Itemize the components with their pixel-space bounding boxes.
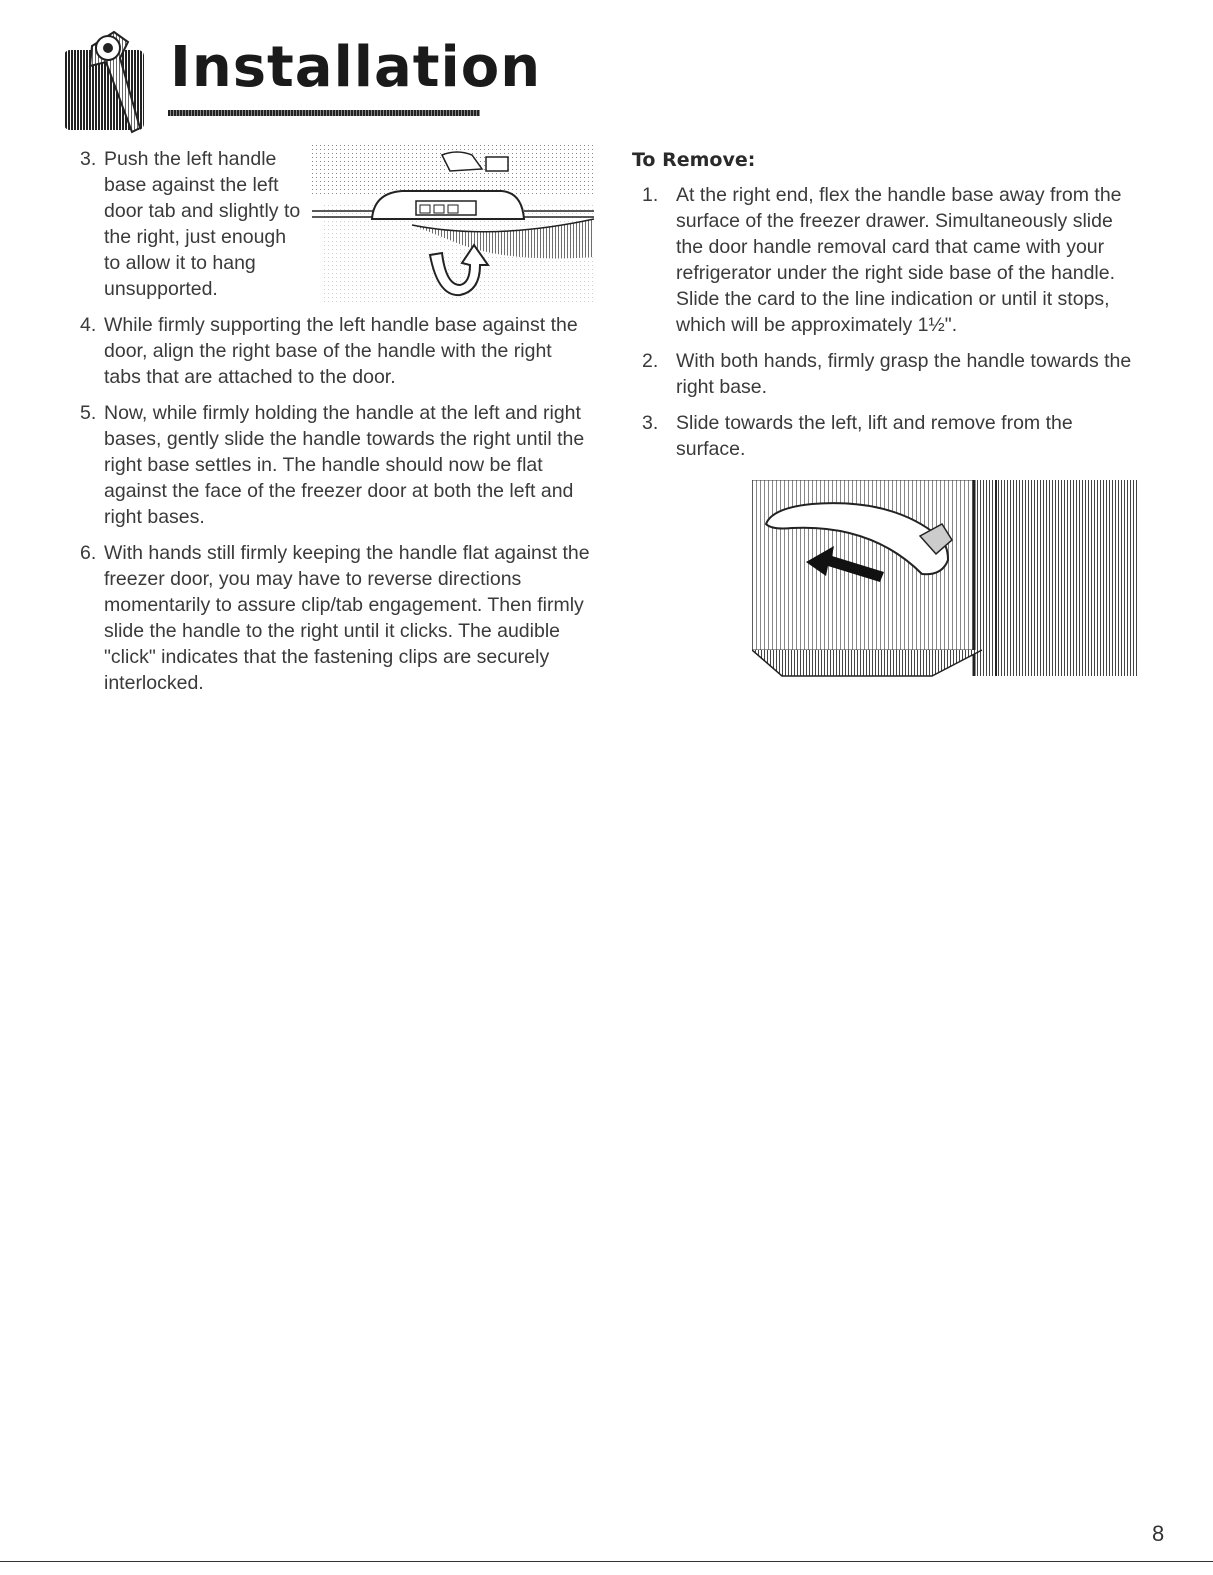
wrench-icon	[62, 28, 162, 136]
step-number: 3.	[80, 148, 97, 170]
step-text: With both hands, firmly grasp the handle towards the right base.	[676, 350, 1132, 398]
section-heading: To Remove:	[632, 149, 756, 171]
step-text: Now, while firmly holding the handle at the left and right bases, gently slide the handle towards the right until the right base settles in. The handle should now be flat against the face of the freezer door at both the left and right bases.	[104, 402, 585, 528]
page-number: 8	[1152, 1521, 1165, 1546]
list-item	[642, 348, 1132, 400]
handle-remove-illustration	[752, 480, 1138, 680]
step-text: With hands still firmly keeping the handle flat against the freezer door, you may have to reverse directions momentarily to assure clip/tab engagement. Then firmly slide the handle to the right until it clicks. The audible "click" indicates that the fastening clips are securely interlocked.	[104, 542, 590, 694]
section-header	[62, 28, 542, 136]
step-text: Slide towards the left, lift and remove from the surface.	[676, 412, 1073, 460]
list-item	[642, 182, 1132, 338]
step-text: At the right end, flex the handle base away from the surface of the freezer drawer. Simultaneously slide the door handle removal card that came with your refrigerator under the right side base of the handle. Slide the card to the line indication or until it stops, which will be approximately 1½".	[676, 184, 1122, 336]
list-item	[642, 410, 1132, 462]
title-underline	[168, 110, 480, 116]
step-number: 1.	[642, 184, 659, 206]
list-item	[80, 400, 590, 530]
remove-section	[632, 146, 1132, 472]
step-text: Push the left handle base against the left door tab and slightly to the right, just enough to allow it to hang unsupported.	[104, 148, 301, 300]
step-number: 5.	[80, 402, 97, 424]
footer-divider	[0, 1561, 1213, 1562]
page-title: Installation	[170, 35, 542, 100]
step-text: While firmly supporting the left handle base against the door, align the right base of the handle with the right tabs that are attached to the door.	[104, 314, 578, 388]
step-number: 6.	[80, 542, 97, 564]
step-number: 3.	[642, 412, 659, 434]
list-item	[80, 540, 590, 696]
step-number: 4.	[80, 314, 97, 336]
list-item	[80, 312, 590, 390]
handle-attach-illustration	[312, 145, 594, 307]
step-number: 2.	[642, 350, 659, 372]
